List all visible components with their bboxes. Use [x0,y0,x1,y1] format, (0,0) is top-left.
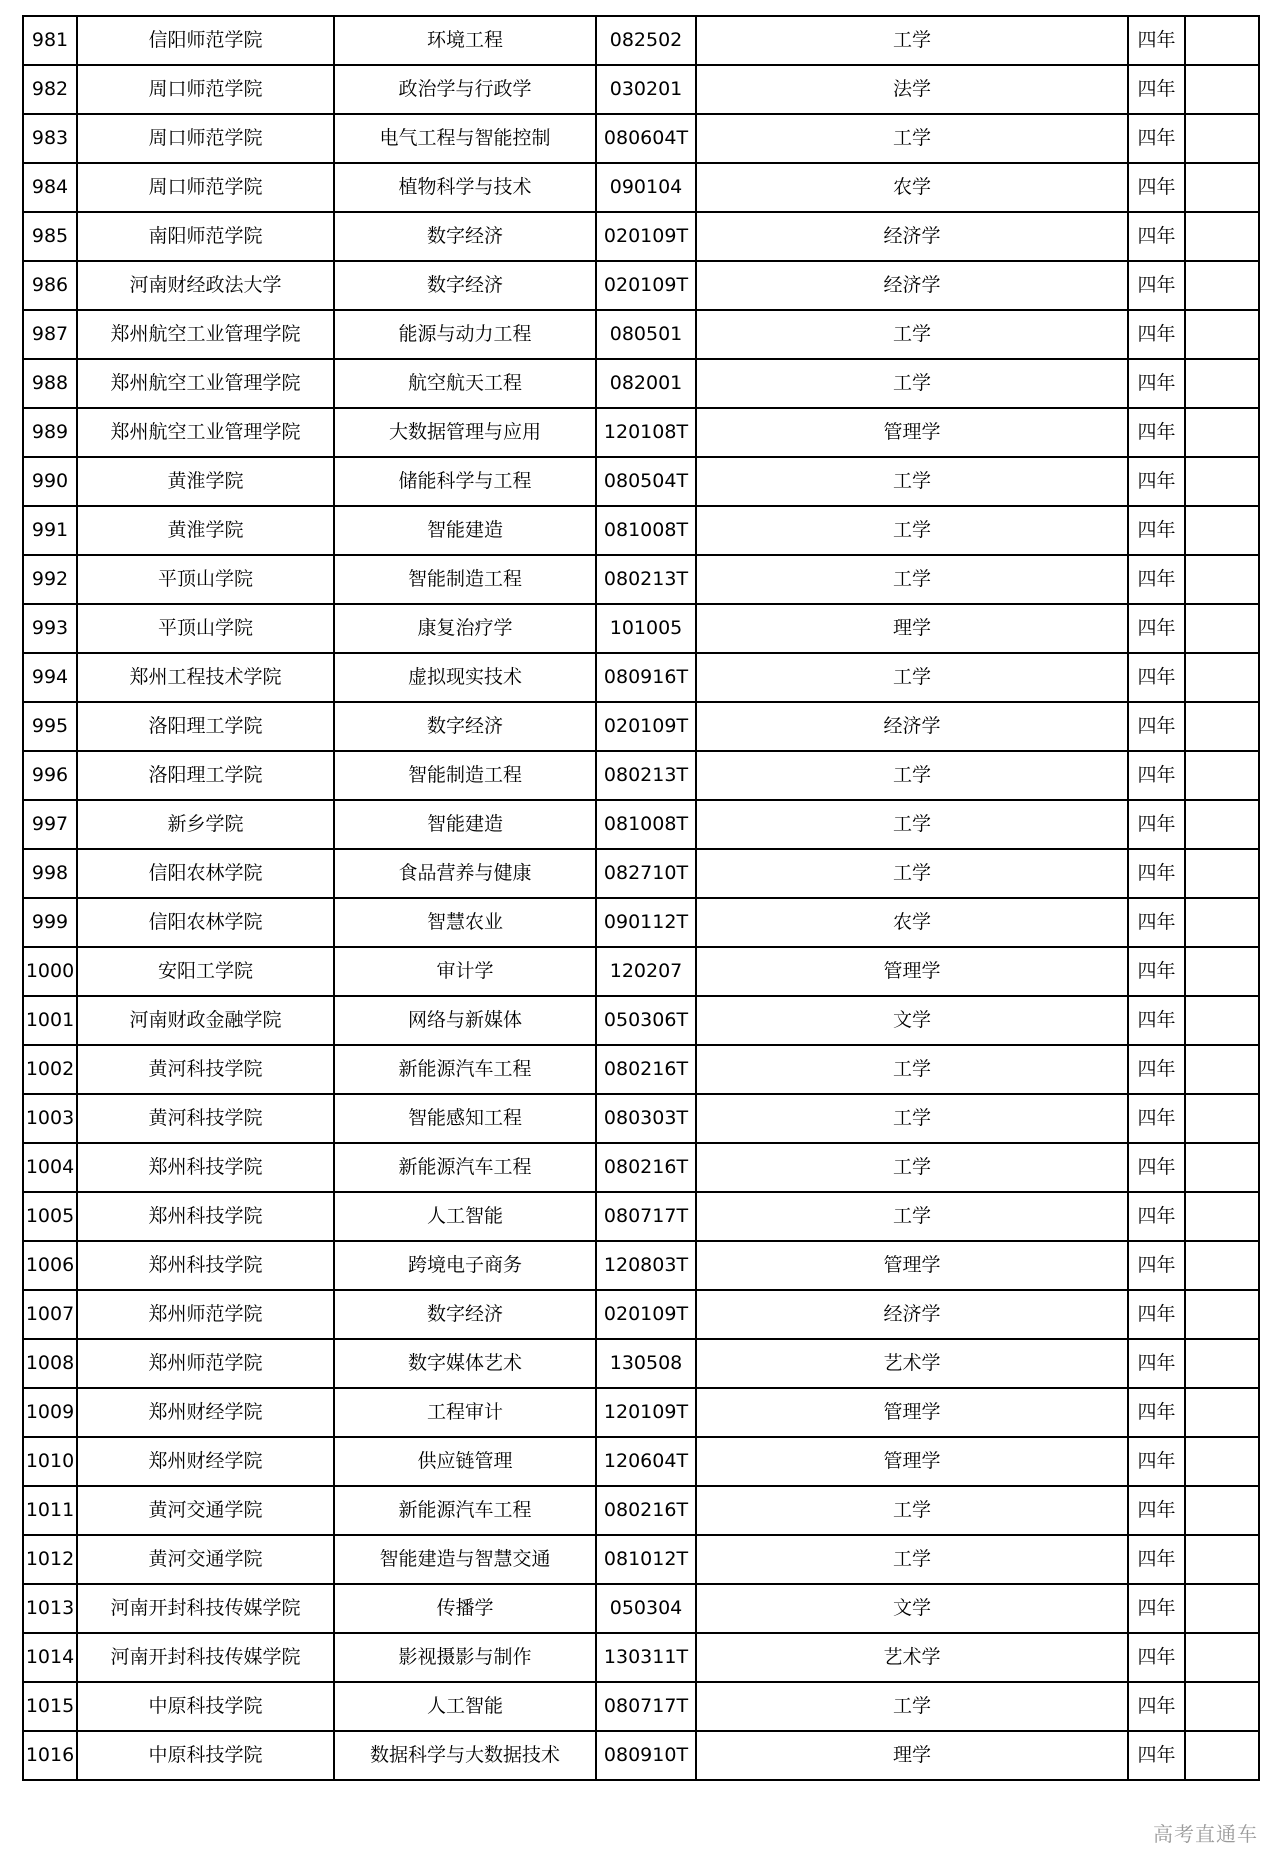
study-duration-cell: 四年 [1128,1388,1185,1437]
row-number-cell: 987 [23,310,77,359]
table-row [23,65,1259,114]
table-row [23,1731,1259,1780]
school-name-cell: 郑州科技学院 [77,1192,334,1241]
discipline-category-cell: 艺术学 [696,1339,1128,1388]
school-name-cell: 郑州工程技术学院 [77,653,334,702]
discipline-category-cell: 理学 [696,604,1128,653]
row-number-cell: 996 [23,751,77,800]
school-name-cell: 黄河科技学院 [77,1045,334,1094]
remarks-cell [1185,261,1259,310]
major-name-cell: 智能制造工程 [334,555,596,604]
discipline-category-cell: 工学 [696,506,1128,555]
school-name-cell: 平顶山学院 [77,555,334,604]
remarks-cell [1185,310,1259,359]
study-duration-cell: 四年 [1128,506,1185,555]
study-duration-cell: 四年 [1128,1731,1185,1780]
discipline-category-cell: 工学 [696,1094,1128,1143]
table-row [23,751,1259,800]
row-number-cell: 988 [23,359,77,408]
discipline-category-cell: 农学 [696,898,1128,947]
major-code-cell: 120109T [596,1388,696,1437]
major-code-cell: 120803T [596,1241,696,1290]
major-name-cell: 工程审计 [334,1388,596,1437]
table-row [23,849,1259,898]
major-code-cell: 080910T [596,1731,696,1780]
row-number-cell: 1006 [23,1241,77,1290]
major-code-cell: 080916T [596,653,696,702]
table-row [23,1290,1259,1339]
discipline-category-cell: 工学 [696,1192,1128,1241]
table-row [23,114,1259,163]
row-number-cell: 997 [23,800,77,849]
major-name-cell: 政治学与行政学 [334,65,596,114]
row-number-cell: 982 [23,65,77,114]
major-code-cell: 020109T [596,1290,696,1339]
school-name-cell: 安阳工学院 [77,947,334,996]
discipline-category-cell: 工学 [696,310,1128,359]
study-duration-cell: 四年 [1128,457,1185,506]
row-number-cell: 999 [23,898,77,947]
remarks-cell [1185,702,1259,751]
major-code-cell: 120604T [596,1437,696,1486]
remarks-cell [1185,555,1259,604]
row-number-cell: 1013 [23,1584,77,1633]
school-name-cell: 南阳师范学院 [77,212,334,261]
remarks-cell [1185,212,1259,261]
table-row [23,1241,1259,1290]
major-code-cell: 050306T [596,996,696,1045]
row-number-cell: 1008 [23,1339,77,1388]
discipline-category-cell: 经济学 [696,702,1128,751]
major-name-cell: 智能制造工程 [334,751,596,800]
study-duration-cell: 四年 [1128,1241,1185,1290]
school-name-cell: 河南开封科技传媒学院 [77,1584,334,1633]
remarks-cell [1185,1045,1259,1094]
school-name-cell: 郑州航空工业管理学院 [77,359,334,408]
study-duration-cell: 四年 [1128,849,1185,898]
major-name-cell: 跨境电子商务 [334,1241,596,1290]
table-row [23,1192,1259,1241]
majors-table [22,15,1260,1781]
major-code-cell: 080216T [596,1143,696,1192]
school-name-cell: 洛阳理工学院 [77,751,334,800]
major-name-cell: 植物科学与技术 [334,163,596,212]
row-number-cell: 992 [23,555,77,604]
major-code-cell: 020109T [596,212,696,261]
remarks-cell [1185,604,1259,653]
major-code-cell: 080303T [596,1094,696,1143]
discipline-category-cell: 管理学 [696,947,1128,996]
study-duration-cell: 四年 [1128,408,1185,457]
remarks-cell [1185,1388,1259,1437]
major-name-cell: 智能建造 [334,506,596,555]
table-row [23,898,1259,947]
major-code-cell: 081012T [596,1535,696,1584]
discipline-category-cell: 管理学 [696,1388,1128,1437]
row-number-cell: 989 [23,408,77,457]
study-duration-cell: 四年 [1128,555,1185,604]
school-name-cell: 郑州师范学院 [77,1339,334,1388]
study-duration-cell: 四年 [1128,1682,1185,1731]
table-row [23,408,1259,457]
remarks-cell [1185,457,1259,506]
row-number-cell: 986 [23,261,77,310]
discipline-category-cell: 法学 [696,65,1128,114]
major-code-cell: 120108T [596,408,696,457]
study-duration-cell: 四年 [1128,898,1185,947]
major-code-cell: 081008T [596,800,696,849]
row-number-cell: 1012 [23,1535,77,1584]
table-row [23,1535,1259,1584]
major-name-cell: 新能源汽车工程 [334,1143,596,1192]
table-row [23,1584,1259,1633]
major-code-cell: 082710T [596,849,696,898]
major-name-cell: 审计学 [334,947,596,996]
school-name-cell: 洛阳理工学院 [77,702,334,751]
school-name-cell: 新乡学院 [77,800,334,849]
school-name-cell: 黄河科技学院 [77,1094,334,1143]
major-code-cell: 020109T [596,702,696,751]
study-duration-cell: 四年 [1128,114,1185,163]
row-number-cell: 993 [23,604,77,653]
discipline-category-cell: 文学 [696,1584,1128,1633]
discipline-category-cell: 经济学 [696,261,1128,310]
table-row [23,947,1259,996]
remarks-cell [1185,408,1259,457]
row-number-cell: 991 [23,506,77,555]
major-name-cell: 新能源汽车工程 [334,1486,596,1535]
study-duration-cell: 四年 [1128,702,1185,751]
study-duration-cell: 四年 [1128,604,1185,653]
study-duration-cell: 四年 [1128,1192,1185,1241]
study-duration-cell: 四年 [1128,163,1185,212]
study-duration-cell: 四年 [1128,751,1185,800]
major-name-cell: 数字经济 [334,212,596,261]
table-row [23,996,1259,1045]
major-name-cell: 人工智能 [334,1192,596,1241]
remarks-cell [1185,1241,1259,1290]
study-duration-cell: 四年 [1128,1143,1185,1192]
remarks-cell [1185,1094,1259,1143]
major-name-cell: 影视摄影与制作 [334,1633,596,1682]
discipline-category-cell: 工学 [696,751,1128,800]
table-row [23,702,1259,751]
table-row [23,310,1259,359]
major-code-cell: 080216T [596,1045,696,1094]
major-name-cell: 网络与新媒体 [334,996,596,1045]
discipline-category-cell: 艺术学 [696,1633,1128,1682]
major-name-cell: 康复治疗学 [334,604,596,653]
major-code-cell: 050304 [596,1584,696,1633]
table-row [23,1682,1259,1731]
remarks-cell [1185,653,1259,702]
row-number-cell: 990 [23,457,77,506]
row-number-cell: 985 [23,212,77,261]
remarks-cell [1185,1339,1259,1388]
discipline-category-cell: 工学 [696,359,1128,408]
row-number-cell: 1009 [23,1388,77,1437]
school-name-cell: 河南财经政法大学 [77,261,334,310]
row-number-cell: 1000 [23,947,77,996]
remarks-cell [1185,506,1259,555]
major-name-cell: 智能感知工程 [334,1094,596,1143]
study-duration-cell: 四年 [1128,1290,1185,1339]
remarks-cell [1185,849,1259,898]
remarks-cell [1185,65,1259,114]
major-code-cell: 130311T [596,1633,696,1682]
discipline-category-cell: 工学 [696,800,1128,849]
row-number-cell: 1016 [23,1731,77,1780]
remarks-cell [1185,16,1259,65]
row-number-cell: 1014 [23,1633,77,1682]
major-name-cell: 虚拟现实技术 [334,653,596,702]
school-name-cell: 黄河交通学院 [77,1486,334,1535]
major-code-cell: 080213T [596,555,696,604]
table-row [23,1339,1259,1388]
row-number-cell: 1002 [23,1045,77,1094]
row-number-cell: 1007 [23,1290,77,1339]
school-name-cell: 郑州航空工业管理学院 [77,408,334,457]
row-number-cell: 1015 [23,1682,77,1731]
major-name-cell: 储能科学与工程 [334,457,596,506]
major-name-cell: 环境工程 [334,16,596,65]
table-row [23,1143,1259,1192]
major-code-cell: 082502 [596,16,696,65]
remarks-cell [1185,163,1259,212]
row-number-cell: 1011 [23,1486,77,1535]
school-name-cell: 信阳农林学院 [77,898,334,947]
discipline-category-cell: 工学 [696,849,1128,898]
discipline-category-cell: 理学 [696,1731,1128,1780]
remarks-cell [1185,1633,1259,1682]
table-row [23,1633,1259,1682]
watermark-text: 高考直通车 [1153,1822,1258,1846]
school-name-cell: 黄河交通学院 [77,1535,334,1584]
study-duration-cell: 四年 [1128,1045,1185,1094]
school-name-cell: 郑州航空工业管理学院 [77,310,334,359]
table-row [23,212,1259,261]
study-duration-cell: 四年 [1128,1437,1185,1486]
study-duration-cell: 四年 [1128,1486,1185,1535]
row-number-cell: 1004 [23,1143,77,1192]
discipline-category-cell: 工学 [696,114,1128,163]
table-row [23,1486,1259,1535]
study-duration-cell: 四年 [1128,996,1185,1045]
school-name-cell: 周口师范学院 [77,163,334,212]
remarks-cell [1185,1584,1259,1633]
school-name-cell: 周口师范学院 [77,114,334,163]
study-duration-cell: 四年 [1128,310,1185,359]
school-name-cell: 中原科技学院 [77,1682,334,1731]
major-name-cell: 传播学 [334,1584,596,1633]
row-number-cell: 984 [23,163,77,212]
remarks-cell [1185,751,1259,800]
major-code-cell: 080717T [596,1192,696,1241]
school-name-cell: 黄淮学院 [77,457,334,506]
study-duration-cell: 四年 [1128,800,1185,849]
study-duration-cell: 四年 [1128,65,1185,114]
major-code-cell: 030201 [596,65,696,114]
major-code-cell: 120207 [596,947,696,996]
study-duration-cell: 四年 [1128,261,1185,310]
major-code-cell: 090112T [596,898,696,947]
major-code-cell: 101005 [596,604,696,653]
major-code-cell: 080213T [596,751,696,800]
row-number-cell: 995 [23,702,77,751]
school-name-cell: 周口师范学院 [77,65,334,114]
discipline-category-cell: 工学 [696,16,1128,65]
major-name-cell: 大数据管理与应用 [334,408,596,457]
major-name-cell: 能源与动力工程 [334,310,596,359]
discipline-category-cell: 经济学 [696,1290,1128,1339]
major-name-cell: 新能源汽车工程 [334,1045,596,1094]
major-name-cell: 食品营养与健康 [334,849,596,898]
major-code-cell: 080717T [596,1682,696,1731]
table-row [23,1094,1259,1143]
major-code-cell: 020109T [596,261,696,310]
school-name-cell: 河南开封科技传媒学院 [77,1633,334,1682]
discipline-category-cell: 工学 [696,1143,1128,1192]
major-name-cell: 供应链管理 [334,1437,596,1486]
remarks-cell [1185,114,1259,163]
major-name-cell: 电气工程与智能控制 [334,114,596,163]
study-duration-cell: 四年 [1128,359,1185,408]
discipline-category-cell: 农学 [696,163,1128,212]
study-duration-cell: 四年 [1128,1339,1185,1388]
school-name-cell: 中原科技学院 [77,1731,334,1780]
remarks-cell [1185,359,1259,408]
table-row [23,16,1259,65]
major-name-cell: 智能建造与智慧交通 [334,1535,596,1584]
table-row [23,1045,1259,1094]
table-row [23,1388,1259,1437]
remarks-cell [1185,1290,1259,1339]
study-duration-cell: 四年 [1128,947,1185,996]
remarks-cell [1185,1437,1259,1486]
school-name-cell: 郑州财经学院 [77,1437,334,1486]
remarks-cell [1185,1143,1259,1192]
major-code-cell: 080604T [596,114,696,163]
study-duration-cell: 四年 [1128,1094,1185,1143]
major-name-cell: 数字经济 [334,702,596,751]
school-name-cell: 黄淮学院 [77,506,334,555]
major-name-cell: 智慧农业 [334,898,596,947]
discipline-category-cell: 工学 [696,457,1128,506]
majors-table-sheet [22,15,1258,1781]
study-duration-cell: 四年 [1128,1535,1185,1584]
school-name-cell: 郑州科技学院 [77,1143,334,1192]
table-row [23,800,1259,849]
discipline-category-cell: 工学 [696,653,1128,702]
major-code-cell: 130508 [596,1339,696,1388]
major-name-cell: 数字经济 [334,261,596,310]
discipline-category-cell: 管理学 [696,408,1128,457]
study-duration-cell: 四年 [1128,1584,1185,1633]
remarks-cell [1185,1192,1259,1241]
school-name-cell: 信阳师范学院 [77,16,334,65]
remarks-cell [1185,996,1259,1045]
study-duration-cell: 四年 [1128,1633,1185,1682]
row-number-cell: 1001 [23,996,77,1045]
remarks-cell [1185,1535,1259,1584]
table-row [23,604,1259,653]
school-name-cell: 信阳农林学院 [77,849,334,898]
discipline-category-cell: 文学 [696,996,1128,1045]
school-name-cell: 平顶山学院 [77,604,334,653]
table-row [23,555,1259,604]
table-row [23,506,1259,555]
school-name-cell: 郑州财经学院 [77,1388,334,1437]
remarks-cell [1185,800,1259,849]
school-name-cell: 郑州科技学院 [77,1241,334,1290]
major-name-cell: 数字经济 [334,1290,596,1339]
row-number-cell: 994 [23,653,77,702]
discipline-category-cell: 工学 [696,1535,1128,1584]
discipline-category-cell: 工学 [696,1045,1128,1094]
major-name-cell: 数字媒体艺术 [334,1339,596,1388]
study-duration-cell: 四年 [1128,212,1185,261]
study-duration-cell: 四年 [1128,653,1185,702]
discipline-category-cell: 管理学 [696,1437,1128,1486]
school-name-cell: 郑州师范学院 [77,1290,334,1339]
school-name-cell: 河南财政金融学院 [77,996,334,1045]
table-row [23,163,1259,212]
discipline-category-cell: 工学 [696,1486,1128,1535]
major-code-cell: 082001 [596,359,696,408]
row-number-cell: 998 [23,849,77,898]
table-row [23,653,1259,702]
major-name-cell: 人工智能 [334,1682,596,1731]
row-number-cell: 1005 [23,1192,77,1241]
discipline-category-cell: 工学 [696,555,1128,604]
discipline-category-cell: 工学 [696,1682,1128,1731]
discipline-category-cell: 经济学 [696,212,1128,261]
major-name-cell: 数据科学与大数据技术 [334,1731,596,1780]
major-code-cell: 080216T [596,1486,696,1535]
table-row [23,359,1259,408]
major-code-cell: 080504T [596,457,696,506]
remarks-cell [1185,1486,1259,1535]
row-number-cell: 983 [23,114,77,163]
major-code-cell: 090104 [596,163,696,212]
remarks-cell [1185,1682,1259,1731]
discipline-category-cell: 管理学 [696,1241,1128,1290]
row-number-cell: 1010 [23,1437,77,1486]
remarks-cell [1185,947,1259,996]
majors-table-body [23,16,1259,1780]
major-code-cell: 081008T [596,506,696,555]
major-name-cell: 智能建造 [334,800,596,849]
row-number-cell: 1003 [23,1094,77,1143]
remarks-cell [1185,1731,1259,1780]
study-duration-cell: 四年 [1128,16,1185,65]
table-row [23,1437,1259,1486]
remarks-cell [1185,898,1259,947]
major-code-cell: 080501 [596,310,696,359]
table-row [23,261,1259,310]
table-row [23,457,1259,506]
major-name-cell: 航空航天工程 [334,359,596,408]
row-number-cell: 981 [23,16,77,65]
